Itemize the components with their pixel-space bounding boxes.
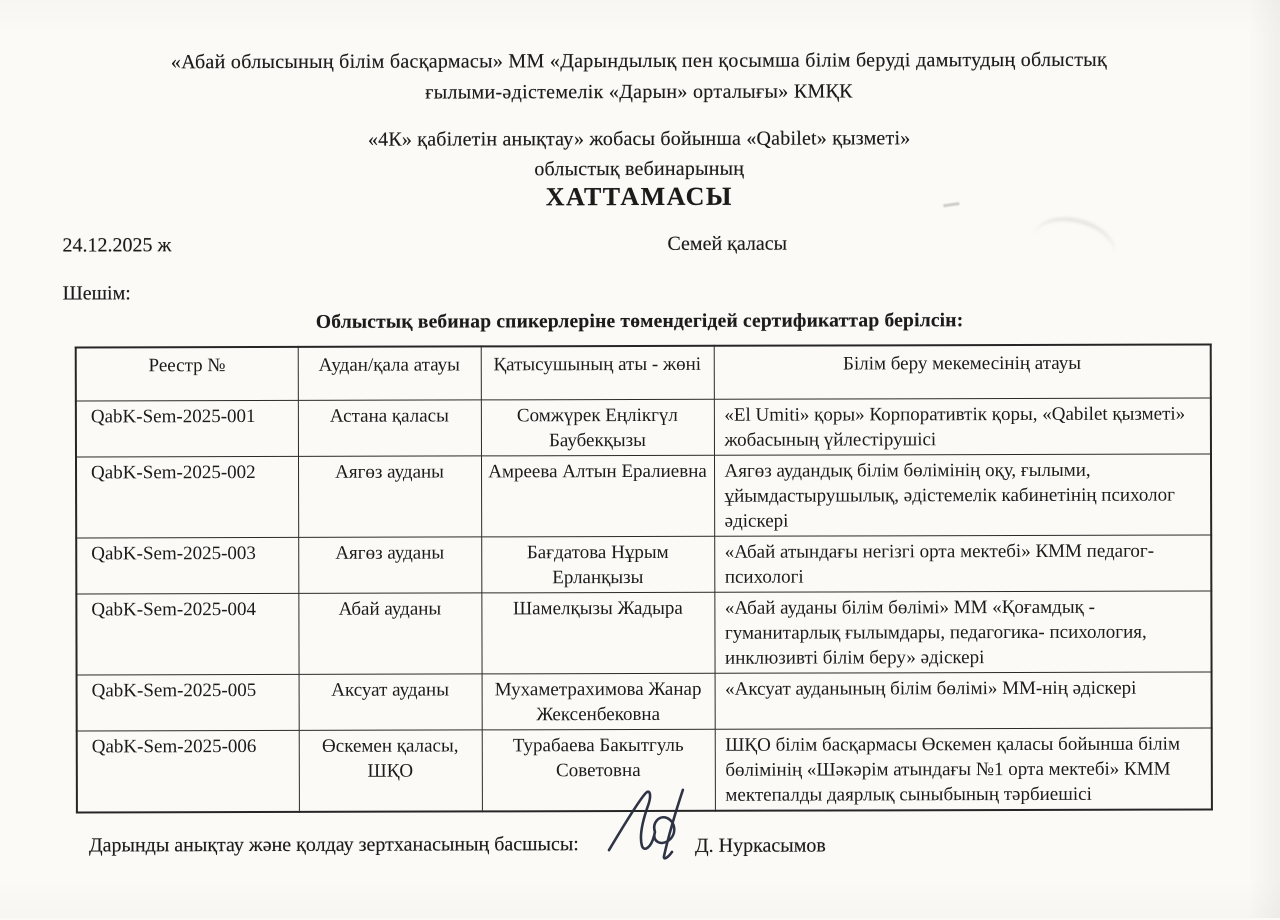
table-header-cell: Аудан/қала атауы bbox=[298, 346, 481, 399]
document-date: 24.12.2025 ж bbox=[62, 234, 172, 257]
table-cell: ШҚО білім басқармасы Өскемен қаласы бойынша білім бөлімінің «Шәкәрім атындағы №1 орта мектебі» КММ мектепалды даярлық сыныбының тәрбиешісі bbox=[715, 728, 1212, 811]
organization-name-line2: ғылыми-әдістемелік «Дарын» орталығы» КМҚК bbox=[425, 80, 853, 104]
table-cell: Сомжүрек Еңлікгүл Баубекқызы bbox=[481, 399, 714, 456]
table-cell: Мухаметрахимова Жанар Жексенбековна bbox=[482, 673, 715, 730]
table-cell: QabK-Sem-2025-003 bbox=[76, 537, 298, 594]
signatory-name: Д. Нуркасымов bbox=[694, 834, 826, 857]
table-cell: Аягөз аудандық білім бөлімінің оқу, ғылыми, ұйымдастырушылық, әдістемелік кабинетінің психолог әдіскері bbox=[714, 454, 1211, 536]
table-body bbox=[76, 398, 1212, 812]
project-line: «4К» қабілетін анықтау» жобасы бойынша «Qabilet» қызметі» bbox=[367, 127, 911, 151]
table-cell: Өскемен қаласы, ШҚО bbox=[299, 729, 482, 811]
table-row bbox=[77, 672, 1212, 731]
table-cell: «Абай ауданы білім бөлімі» ММ «Қоғамдық - гуманитарлық ғылымдары, педагогика- психология, инклюзивті білім беру» әдіскері bbox=[714, 591, 1211, 673]
scan-smudge-arc bbox=[1026, 210, 1121, 284]
table-row bbox=[76, 454, 1211, 538]
table-row bbox=[76, 591, 1211, 675]
table-cell: Аягөз ауданы bbox=[298, 455, 481, 536]
table-cell: QabK-Sem-2025-004 bbox=[76, 593, 298, 675]
table-header-cell: Реестр № bbox=[76, 347, 298, 401]
document-subtitle bbox=[69, 123, 1209, 186]
decision-label: Шешім: bbox=[62, 282, 131, 305]
table-cell: Шамелқызы Жадыра bbox=[481, 592, 714, 674]
table-cell: «Абай атындағы негізгі орта мектебі» КММ педагог-психологі bbox=[714, 535, 1211, 592]
table-header-cell: Білім беру мекемесінің атауы bbox=[714, 345, 1211, 399]
signature-title-label: Дарынды анықтау және қолдау зертханасының басшысы: bbox=[88, 833, 579, 857]
organization-name-line1: «Абай облысының білім басқармасы» ММ «Дарындылық пен қосымша білім беруді дамытудың облыстық bbox=[170, 48, 1108, 74]
table-cell: Абай ауданы bbox=[298, 592, 481, 673]
document-title: ХАТТАМАСЫ bbox=[545, 181, 733, 212]
table-cell: Турабаева Бакытгуль Советовна bbox=[482, 729, 715, 811]
certificate-table bbox=[75, 344, 1213, 813]
table-cell: QabK-Sem-2025-001 bbox=[76, 400, 298, 457]
table-row bbox=[76, 535, 1211, 594]
table-cell: Астана қаласы bbox=[298, 399, 481, 455]
table-cell: QabK-Sem-2025-002 bbox=[76, 456, 298, 538]
table-cell: Аксуат ауданы bbox=[299, 673, 482, 729]
table-cell: «Аксуат ауданының білім бөлімі» ММ-нің әдіскері bbox=[715, 672, 1212, 729]
table-header-cell: Қатысушының аты - жөні bbox=[481, 346, 714, 400]
resolution-text: Облыстық вебинар спикерлеріне төмендегідей сертификаттар берілсін: bbox=[315, 310, 964, 333]
table-cell: Амреева Алтын Ералиевна bbox=[481, 455, 714, 537]
table-row bbox=[76, 398, 1211, 457]
event-line: облыстық вебинарының bbox=[534, 157, 745, 181]
document-city: Семей қаласы bbox=[667, 232, 788, 255]
table-cell: QabK-Sem-2025-005 bbox=[77, 674, 299, 731]
handwritten-signature bbox=[599, 786, 699, 866]
table-cell: Бағдатова Нұрым Ерланқызы bbox=[481, 536, 714, 593]
table-cell: «El Umiti» қоры» Корпоративтік қоры, «Qabilet қызметі» жобасының үйлестірушісі bbox=[714, 398, 1211, 455]
table-cell: Аягөз ауданы bbox=[298, 536, 481, 592]
organization-header bbox=[69, 45, 1209, 110]
table-header-row bbox=[76, 345, 1211, 401]
table-cell: QabK-Sem-2025-006 bbox=[77, 730, 299, 812]
